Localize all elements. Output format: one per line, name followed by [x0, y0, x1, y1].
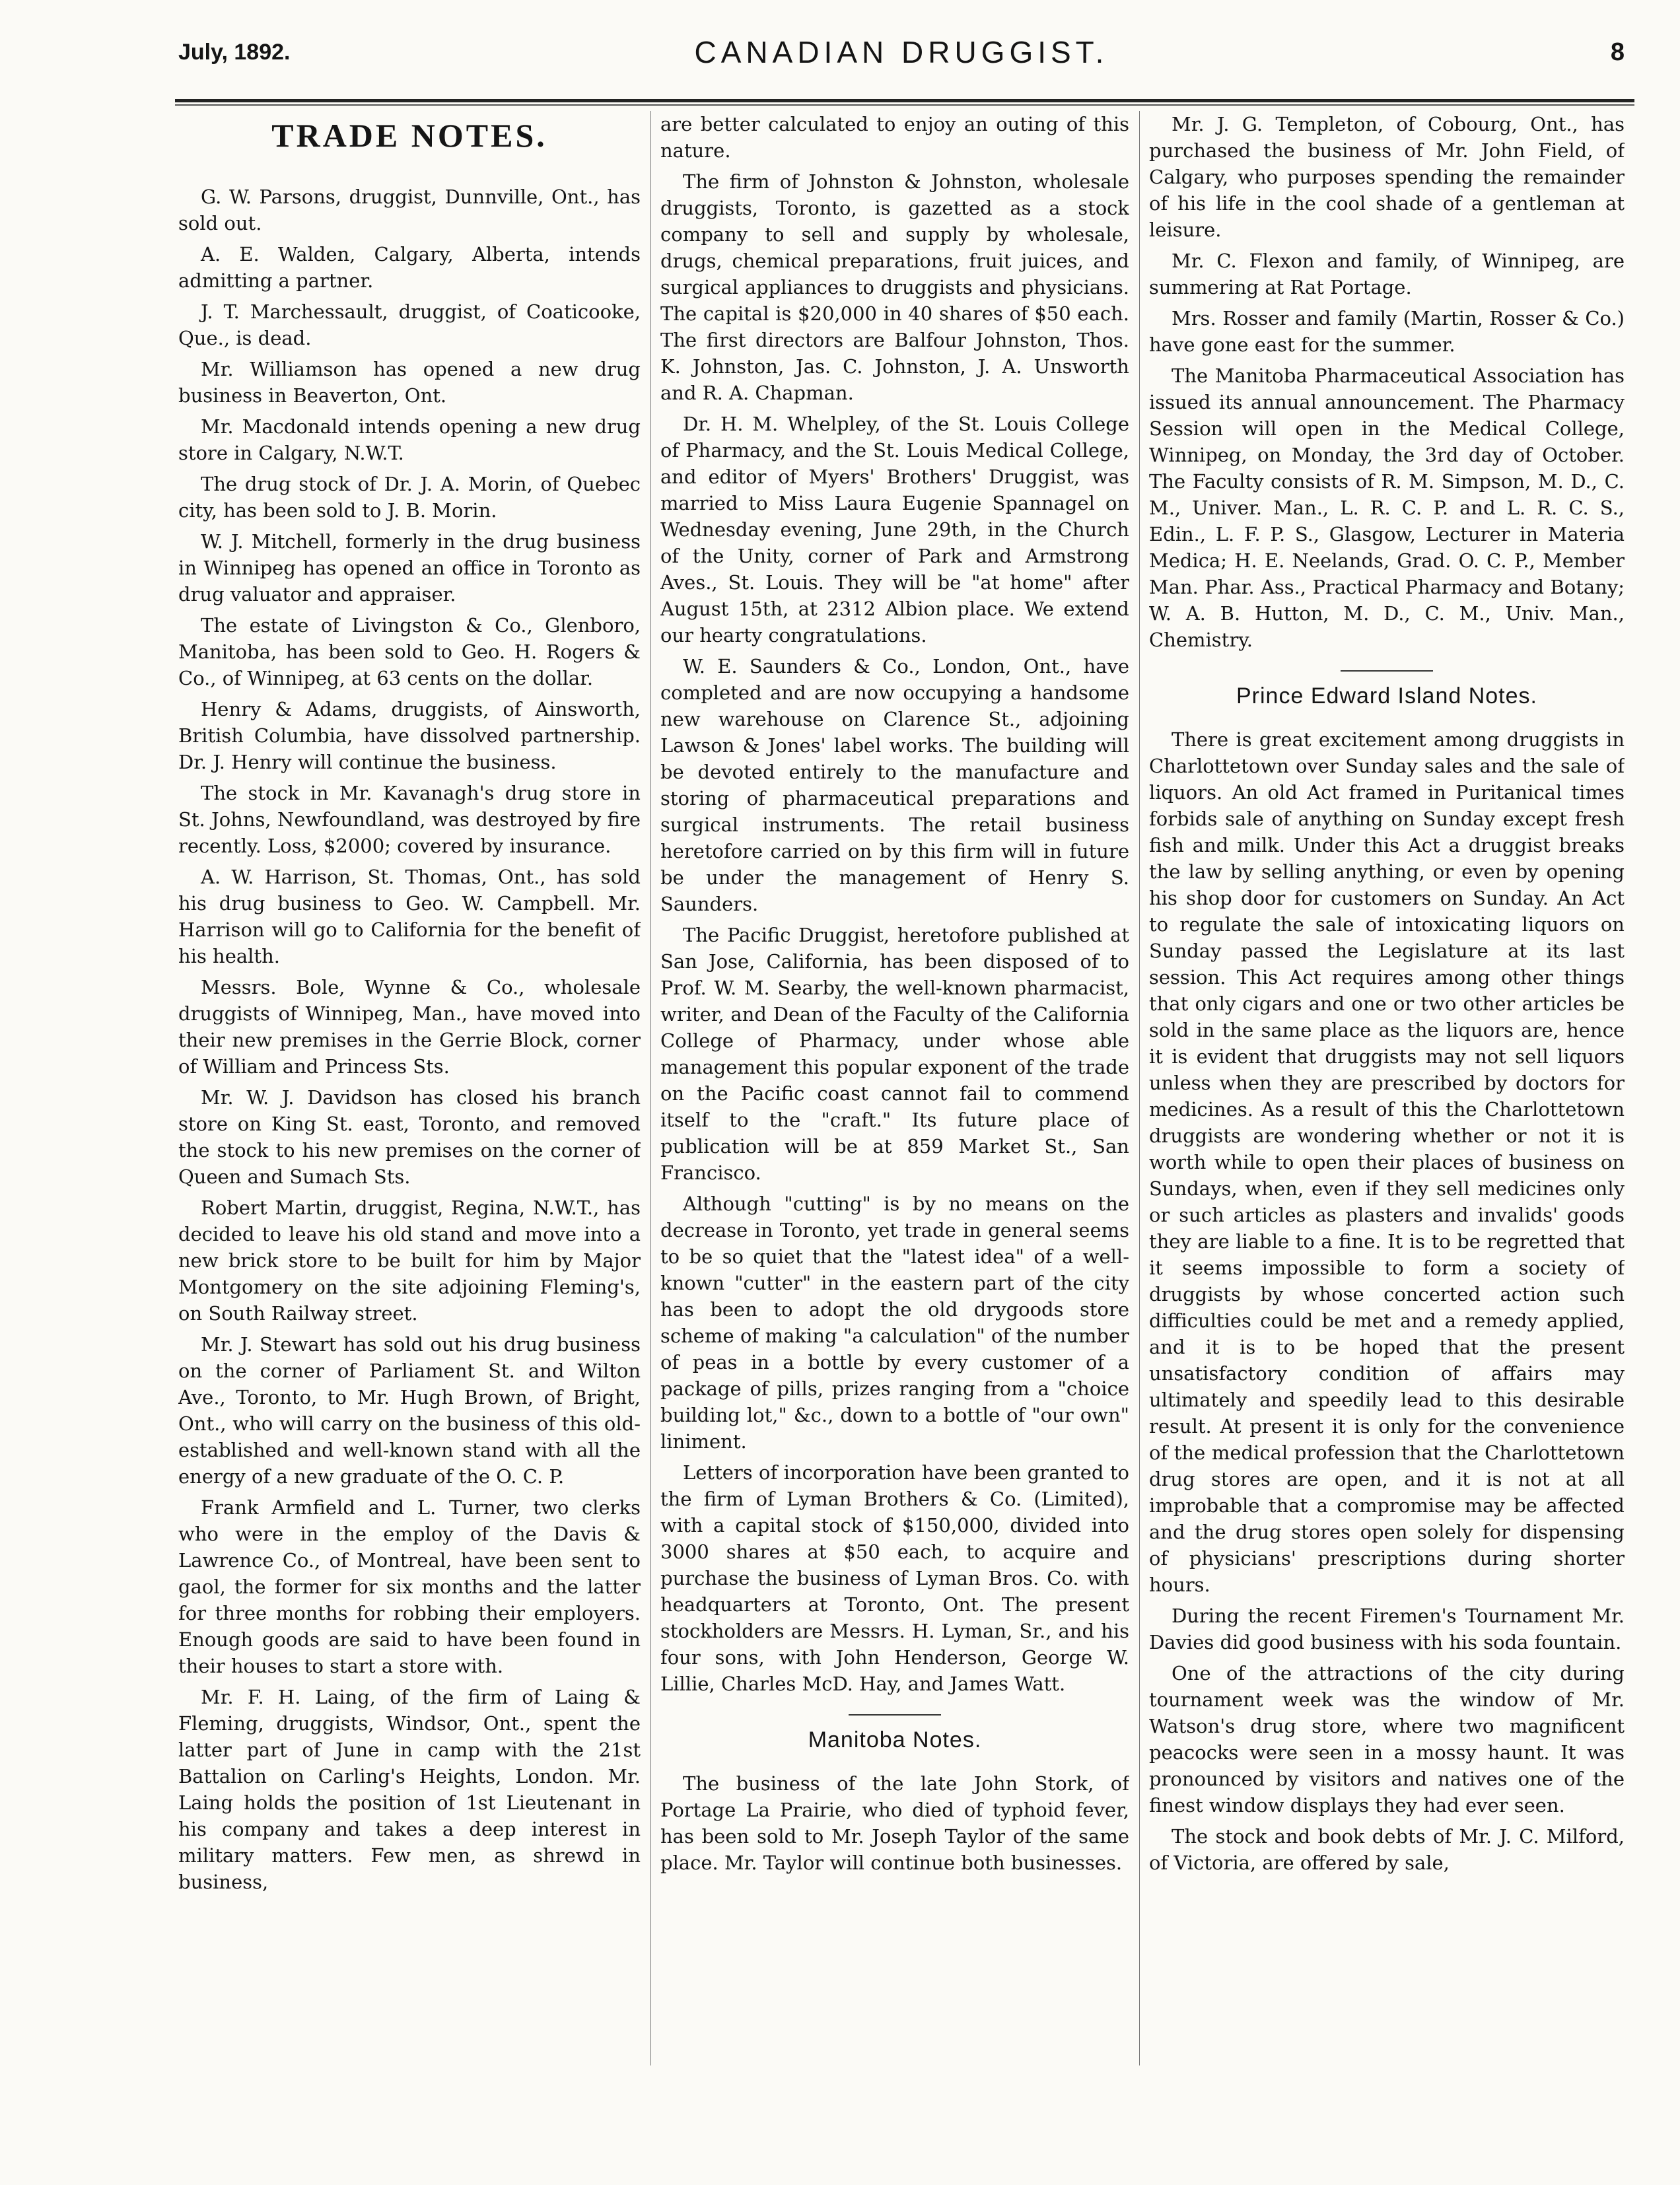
- news-item: A. E. Walden, Calgary, Alberta, intends admitting a partner.: [178, 243, 641, 292]
- news-item: W. J. Mitchell, formerly in the drug business in Winnipeg has opened an office in Toronto as drug valuator and appraiser.: [178, 530, 641, 606]
- issue-date: July, 1892.: [178, 40, 291, 65]
- news-item: G. W. Parsons, druggist, Dunnville, Ont., has sold out.: [178, 186, 641, 234]
- page-number: 8: [1610, 38, 1625, 66]
- news-item: J. T. Marchessault, druggist, of Coaticooke, Que., is dead.: [178, 300, 641, 349]
- news-item: Mr. Macdonald intends opening a new drug store in Calgary, N.W.T.: [178, 415, 641, 464]
- header-rule: [175, 99, 1634, 102]
- header-rule-thin: [175, 104, 1634, 106]
- news-item: The business of the late John Stork, of Portage La Prairie, who died of typhoid fever, has been sold to Mr. Joseph Taylor of the same place. Mr. Taylor will continue both businesses.: [660, 1772, 1129, 1874]
- news-item: There is great excitement among druggists in Charlottetown over Sunday sales and the sale of liquors. An old Act framed in Puritanical times forbids sale of anything on Sunday except fresh fish and milk. Under this Act a druggist breaks the law by selling anything, or even by opening his shop door for customers on Sunday. An Act to regulate the sale of intoxicating liquors on Sunday passed the Legislature at its last session. This Act requires among other things that only cigars and one or two other articles be sold in the same place as the liquors are, hence it is evident that druggists may not sell liquors unless when they are prescribed by doctors for medicines. As a result of this the Charlottetown druggists are wondering whether or not it is worth while to open their places of business on Sundays, when, even if they sell medicines only or such articles as plasters and invalids' goods they are liable to a fine. It is to be regretted that it seems impossible to form a society of druggists by whose concerted action such difficulties could be met and a remedy applied, and it is to be hoped that the present unsatisfactory condition of affairs may ultimately and speedily lead to this desirable result. At present it is only for the convenience of the medical profession that the Charlottetown drug stores are open, and it is not at all improbable that a compromise may be affected and the drug stores open solely for dispensing of physicians' prescriptions during shorter hours.: [1149, 728, 1625, 1596]
- masthead: [178, 33, 1625, 86]
- column-divider: [650, 111, 651, 2065]
- column-right: [1149, 111, 1625, 2118]
- news-item: Frank Armfield and L. Turner, two clerks who were in the employ of the Davis & Lawrence Co., of Montreal, have been sent to gaol, the former for six months and the latter for three months for robbing their employers. Enough goods are said to have been found in their houses to start a store with.: [178, 1496, 641, 1677]
- pei-notes-heading: Prince Edward Island Notes.: [1236, 683, 1537, 709]
- news-item: The stock and book debts of Mr. J. C. Milford, of Victoria, are offered by sale,: [1149, 1825, 1625, 1874]
- section-divider: [1341, 670, 1433, 672]
- news-item: The drug stock of Dr. J. A. Morin, of Quebec city, has been sold to J. B. Morin.: [178, 473, 641, 522]
- news-item: The estate of Livingston & Co., Glenboro, Manitoba, has been sold to Geo. H. Rogers & Co., of Winnipeg, at 63 cents on the dollar.: [178, 614, 641, 689]
- news-item: Mr. F. H. Laing, of the firm of Laing & Fleming, druggists, Windsor, Ont., spent the latter part of June in camp with the 21st Battalion on Carling's Heights, London. Mr. Laing holds the position of 1st Lieutenant in his company and takes a deep interest in military matters. Few men, as shrewd in business,: [178, 1686, 641, 1893]
- news-item: Mr. J. G. Templeton, of Cobourg, Ont., has purchased the business of Mr. John Field, of Calgary, who purposes spending the remainder of his life in the cool shade of a gentleman at leisure.: [1149, 113, 1625, 241]
- news-item: One of the attractions of the city during tournament week was the window of Mr. Watson's drug store, where two magnificent peacocks were seen in a mossy haunt. It was pronounced by visitors and natives one of the finest window displays they had ever seen.: [1149, 1662, 1625, 1817]
- manitoba-notes-heading: Manitoba Notes.: [808, 1727, 982, 1752]
- section-divider: [849, 1714, 941, 1716]
- news-item: Robert Martin, druggist, Regina, N.W.T., has decided to leave his old stand and move into a new brick store to be built for him by Major Montgomery on the site adjoining Fleming's, on South Railway street.: [178, 1197, 641, 1325]
- news-item: Mr. J. Stewart has sold out his drug business on the corner of Parliament St. and Wilton Ave., Toronto, to Mr. Hugh Brown, of Bright, Ont., who will carry on the business of this old-established and well-known stand with all the energy of a new graduate of the O. C. P.: [178, 1333, 641, 1488]
- news-item: Although "cutting" is by no means on the decrease in Toronto, yet trade in general seems to be so quiet that the "latest idea" of a well-known "cutter" in the eastern part of the city has been to adopt the old drygoods store scheme of making "a calculation" of the number of peas in a bottle by every customer of a package of pills, prizes ranging from a "choice building lot," &c., down to a bottle of "our own" liniment.: [660, 1193, 1129, 1453]
- news-item: During the recent Firemen's Tournament Mr. Davies did good business with his soda fountain.: [1149, 1605, 1625, 1653]
- news-item: W. E. Saunders & Co., London, Ont., have completed and are now occupying a handsome new warehouse on Clarence St., adjoining Lawson & Jones' label works. The building will be devoted entirely to the manufacture and storing of pharmaceutical preparations and surgical instruments. The retail business heretofore carried on by this firm will in future be under the management of Henry S. Saunders.: [660, 655, 1129, 915]
- column-left: [178, 111, 641, 2118]
- news-item: The stock in Mr. Kavanagh's drug store in St. Johns, Newfoundland, was destroyed by fire recently. Loss, $2000; covered by insurance.: [178, 782, 641, 857]
- column-divider: [1139, 111, 1140, 2065]
- column-middle: [660, 111, 1129, 2118]
- news-item: Henry & Adams, druggists, of Ainsworth, British Columbia, have dissolved partnership. Dr. J. Henry will continue the business.: [178, 698, 641, 773]
- news-item: A. W. Harrison, St. Thomas, Ont., has sold his drug business to Geo. W. Campbell. Mr. Harrison will go to California for the benefit of his health.: [178, 866, 641, 967]
- news-item: Dr. H. M. Whelpley, of the St. Louis College of Pharmacy, and the St. Louis Medical College, and editor of Myers' Brothers' Druggist, was married to Miss Laura Eugenie Spannagel on Wednesday evening, June 29th, in the Church of the Unity, corner of Park and Armstrong Aves., St. Louis. They will be "at home" after August 15th, at 2312 Albion place. We extend our hearty congratulations.: [660, 413, 1129, 646]
- news-item: Letters of incorporation have been granted to the firm of Lyman Brothers & Co. (Limited), with a capital stock of $150,000, divided into 3000 shares at $50 each, to acquire and purchase the business of Lyman Bros. Co. with headquarters at Toronto, Ont. The present stockholders are Messrs. H. Lyman, Sr., and his four sons, with John Henderson, George W. Lillie, Charles McD. Hay, and James Watt.: [660, 1461, 1129, 1695]
- news-item: Mr. W. J. Davidson has closed his branch store on King St. east, Toronto, and removed the stock to his new premises on the corner of Queen and Sumach Sts.: [178, 1086, 641, 1188]
- news-item-continued: are better calculated to enjoy an outing of this nature.: [660, 113, 1129, 162]
- news-item: The Manitoba Pharmaceutical Association has issued its annual announcement. The Pharmacy Session will open in the Medical College, Winnipeg, on Monday, the 3rd day of October. The Faculty consists of R. M. Simpson, M. D., C. M., Univer. Man., L. R. C. P. and L. R. C. S., Edin., L. F. P. S., Glasgow, Lecturer in Materia Medica; H. E. Neelands, Grad. O. C. P., Member Man. Phar. Ass., Practical Pharmacy and Botany; W. A. B. Hutton, M. D., C. M., Univ. Man., Chemistry.: [1149, 364, 1625, 651]
- news-item: Mr. Williamson has opened a new drug business in Beaverton, Ont.: [178, 358, 641, 407]
- publication-title: CANADIAN DRUGGIST.: [694, 35, 1109, 69]
- news-item: Mrs. Rosser and family (Martin, Rosser & Co.) have gone east for the summer.: [1149, 307, 1625, 356]
- news-item: Messrs. Bole, Wynne & Co., wholesale druggists of Winnipeg, Man., have moved into their new premises in the Gerrie Block, corner of William and Princess Sts.: [178, 976, 641, 1078]
- news-item: The Pacific Druggist, heretofore published at San Jose, California, has been disposed of to Prof. W. M. Searby, the well-known pharmacist, writer, and Dean of the Faculty of the California College of Pharmacy, under whose able management this popular exponent of the trade on the Pacific coast cannot fail to commend itself to the "craft." Its future place of publication will be at 859 Market St., San Francisco.: [660, 924, 1129, 1184]
- trade-notes-heading: TRADE NOTES.: [271, 117, 547, 154]
- news-item: The firm of Johnston & Johnston, wholesale druggists, Toronto, is gazetted as a stock company to sell and supply by wholesale, drugs, chemical preparations, fruit juices, and surgical appliances to druggists and physicians. The capital is $20,000 in 40 shares of $50 each. The first directors are Balfour Johnston, Thos. K. Johnston, Jas. C. Johnston, J. A. Unsworth and R. A. Chapman.: [660, 170, 1129, 404]
- news-item: Mr. C. Flexon and family, of Winnipeg, are summering at Rat Portage.: [1149, 250, 1625, 298]
